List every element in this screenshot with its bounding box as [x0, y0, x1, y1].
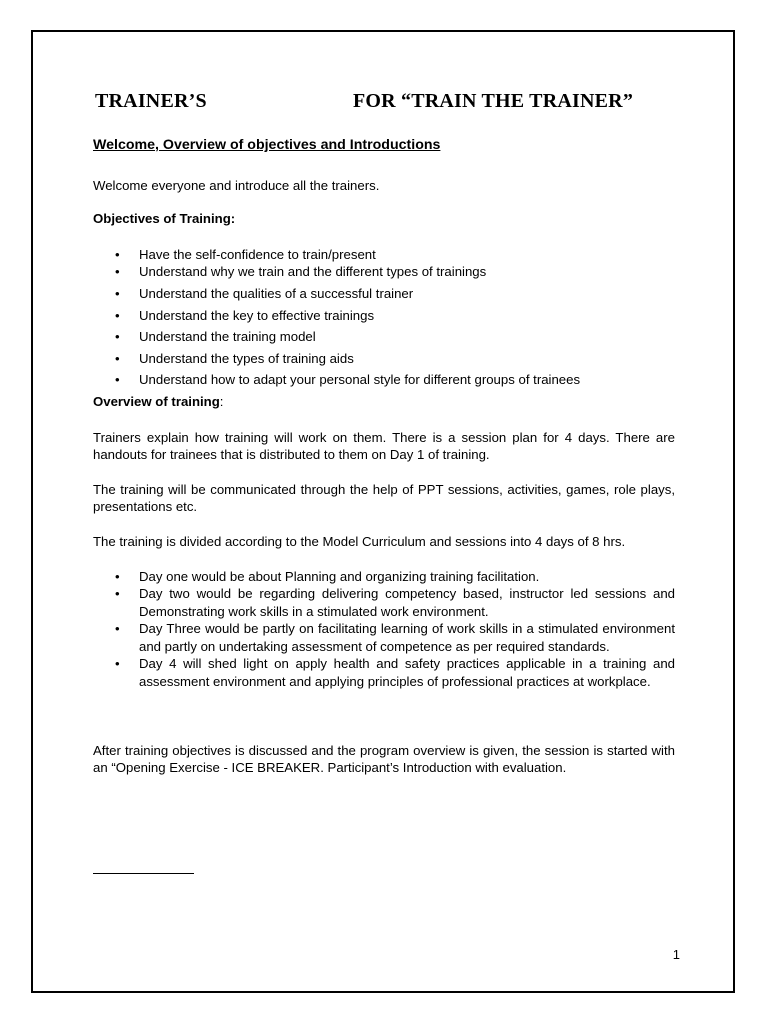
title-right: FOR “TRAIN THE TRAINER” [353, 90, 634, 112]
list-item [93, 307, 675, 325]
bullet-icon: • [115, 656, 120, 672]
intro-text: Welcome everyone and introduce all the trainers. [93, 177, 380, 193]
list-item [93, 568, 675, 586]
list-item [93, 655, 675, 690]
closing-paragraph: After training objectives is discussed and the program overview is given, the session is started with an “Opening Exercise - ICE BREAKER. Participant’s Introduction with evaluation. [93, 742, 675, 776]
objective-text: Understand why we train and the different types of trainings [139, 264, 487, 280]
day-text: Day two would be regarding delivering competency based, instructor led sessions and Demonstrating work skills in a stimulated work environment. [139, 586, 675, 619]
paragraph: The training will be communicated through the help of PPT sessions, activities, games, role plays, presentations etc. [93, 481, 675, 515]
paragraph: Trainers explain how training will work on them. There is a session plan for 4 days. There are handouts for trainees that is distributed to them on Day 1 of training. [93, 429, 675, 463]
days-list [93, 568, 675, 691]
list-item [93, 246, 675, 264]
list-item [93, 263, 675, 281]
day-text: Day Three would be partly on facilitating learning of work skills in a stimulated environment and partly on undertaking assessment of competence as per required standards. [139, 621, 675, 654]
list-item [93, 350, 675, 368]
paragraph: The training is divided according to the Model Curriculum and sessions into 4 days of 8 hrs. [93, 533, 626, 549]
footnote-rule [93, 873, 194, 874]
bullet-icon: • [115, 350, 120, 366]
list-item [93, 285, 675, 303]
list-item [93, 328, 675, 346]
objective-text: Understand the key to effective trainings [139, 307, 375, 323]
objective-text: Have the self-confidence to train/present [139, 246, 376, 262]
list-item [93, 620, 675, 655]
day-text: Day one would be about Planning and organizing training facilitation. [139, 568, 540, 584]
bullet-icon: • [115, 329, 120, 345]
bullet-icon: • [115, 307, 120, 323]
bullet-icon: • [115, 285, 120, 301]
bullet-icon: • [115, 372, 120, 388]
list-item [93, 371, 675, 389]
document-body [93, 137, 675, 777]
day-text: Day 4 will shed light on apply health and safety practices applicable in a training and assessment environment and applying principles of professional practices at workplace. [139, 656, 675, 690]
objective-text: Understand the training model [139, 329, 316, 345]
objectives-heading: Objectives of Training: [93, 211, 236, 227]
bullet-icon: • [115, 568, 120, 584]
bullet-icon: • [115, 264, 120, 280]
bullet-icon: • [115, 621, 120, 637]
overview-heading-label: Overview of training [93, 393, 220, 409]
bullet-icon: • [115, 586, 120, 602]
document-title [95, 90, 675, 116]
objective-text: Understand the qualities of a successful trainer [139, 285, 414, 301]
objective-text: Understand how to adapt your personal style for different groups of trainees [139, 372, 581, 388]
list-item [93, 585, 675, 620]
section-heading: Welcome, Overview of objectives and Introductions [93, 137, 441, 153]
page-number: 1 [672, 947, 680, 962]
overview-heading-colon: : [219, 393, 224, 409]
title-left: TRAINER’S [95, 90, 207, 112]
objectives-list [93, 246, 675, 389]
overview-heading [93, 393, 675, 411]
objective-text: Understand the types of training aids [139, 350, 354, 366]
bullet-icon: • [115, 246, 120, 262]
